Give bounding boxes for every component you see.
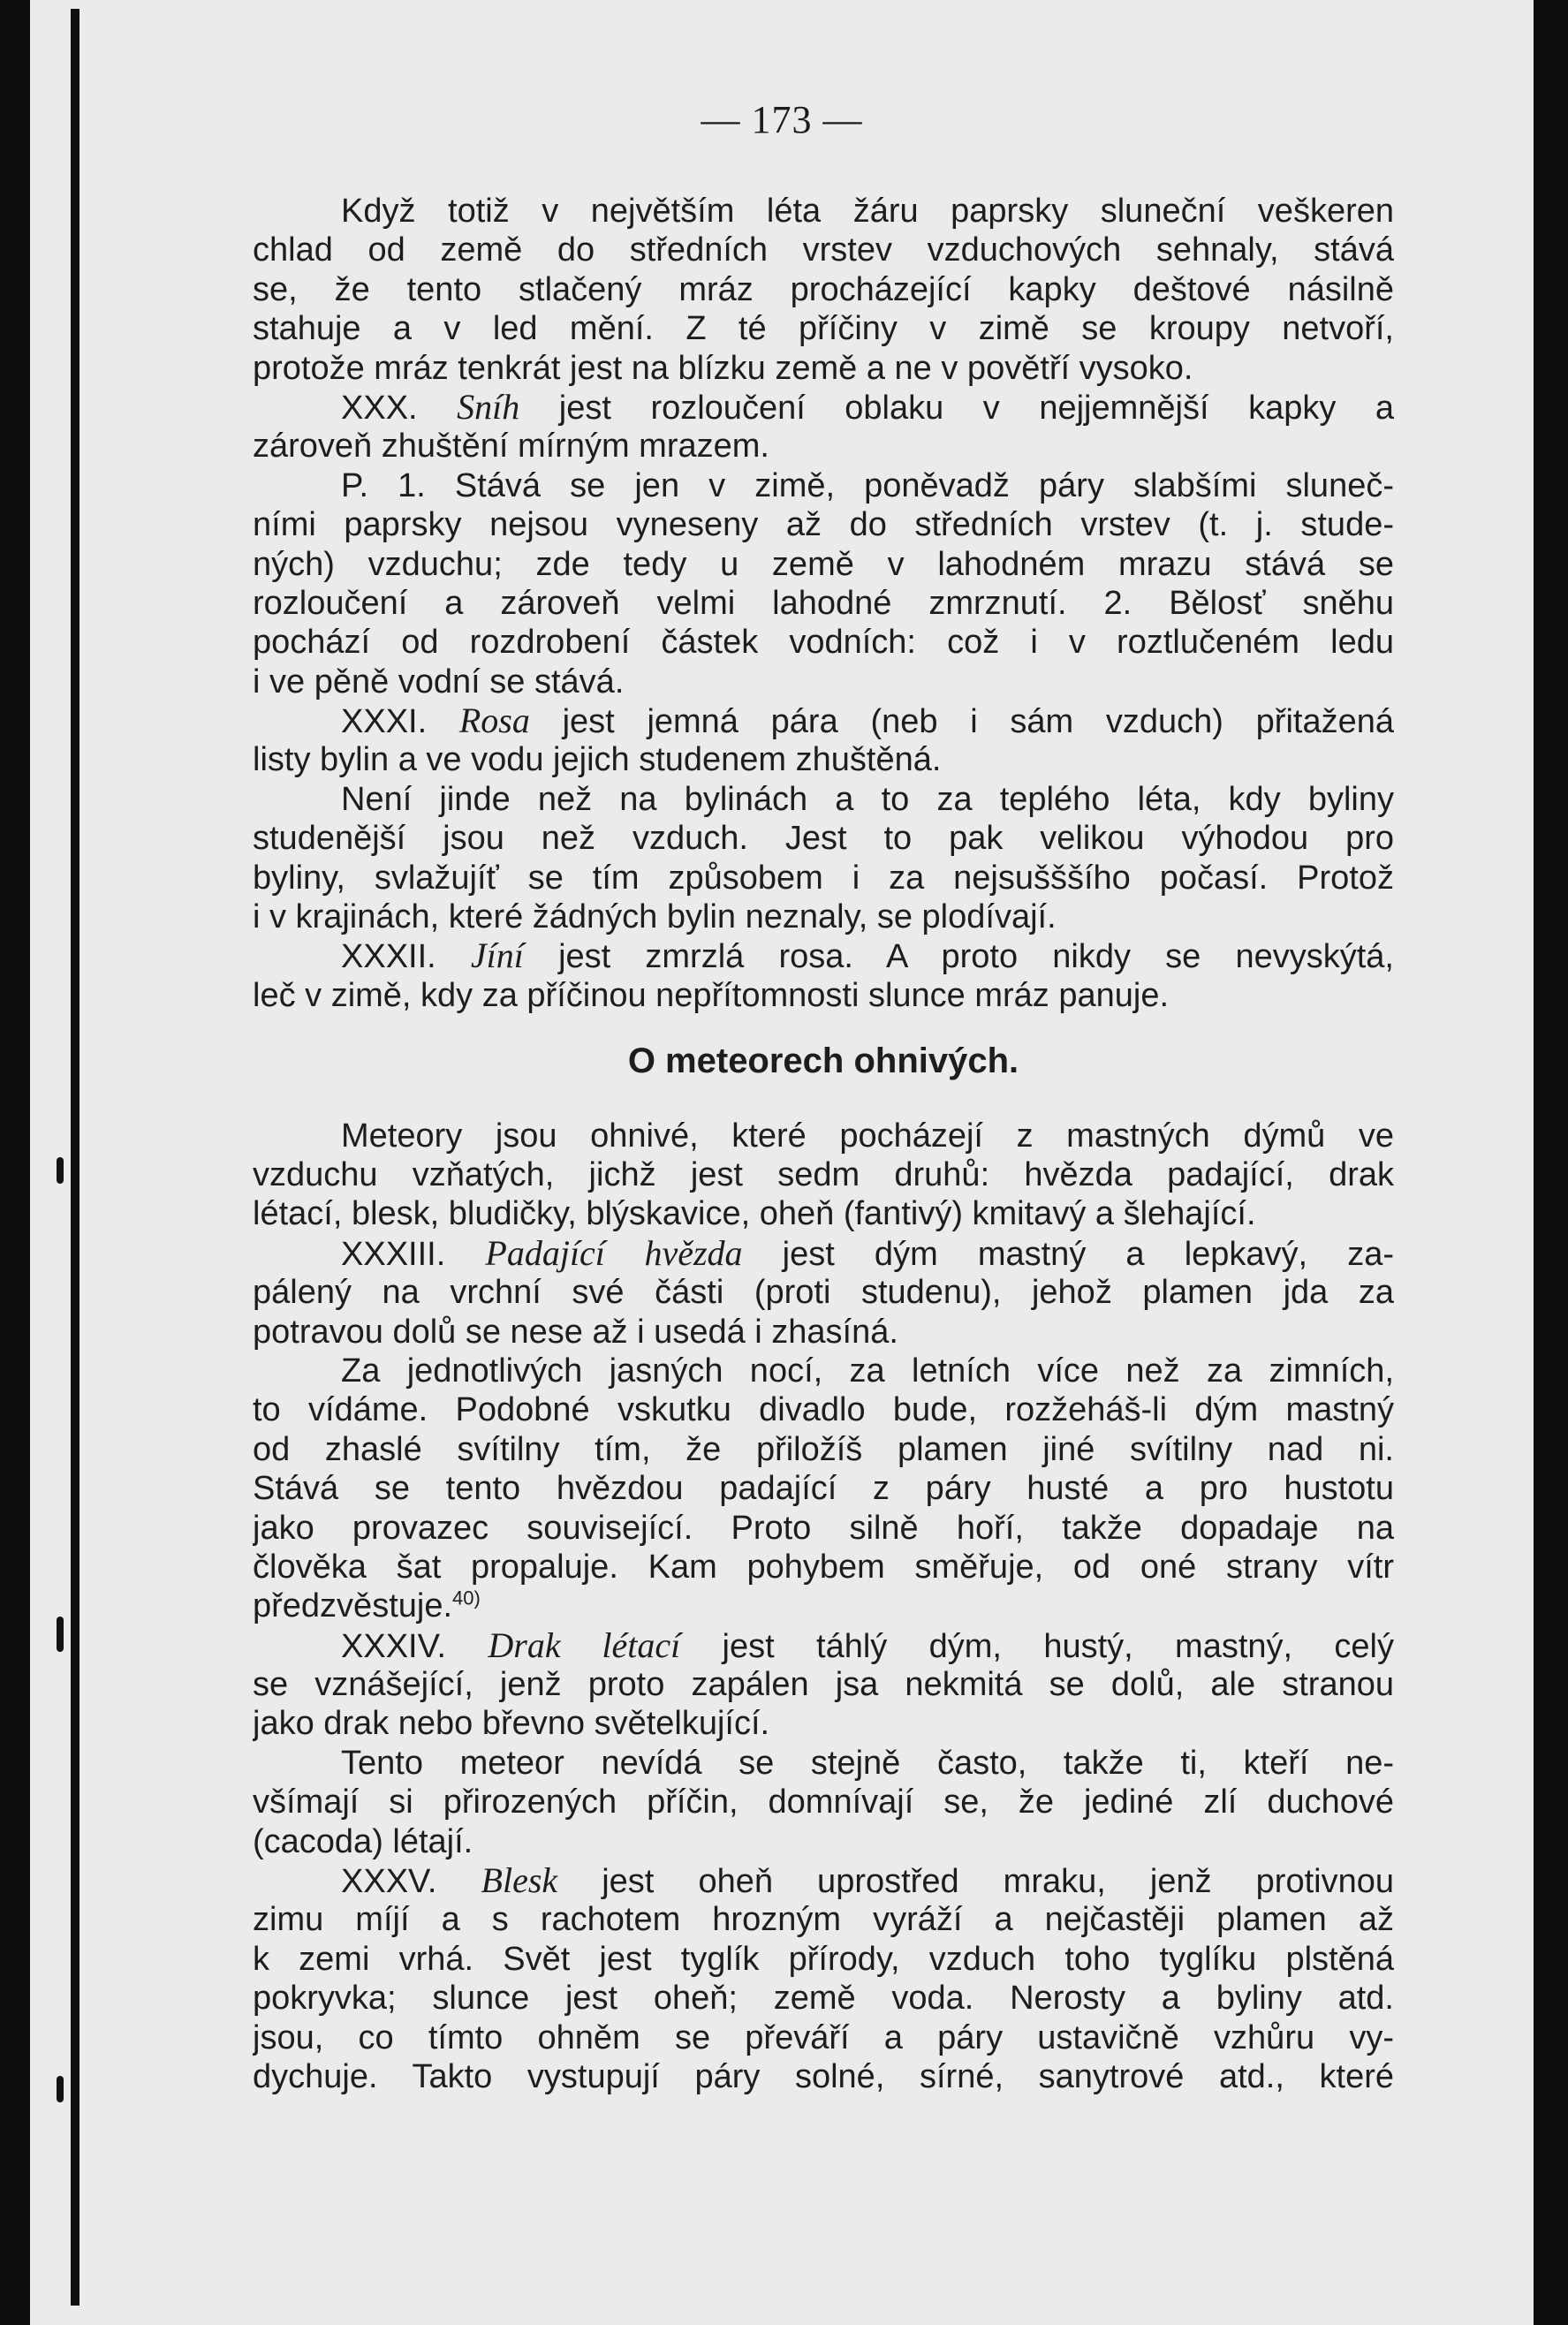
- text-line: [253, 388, 1394, 427]
- text-line: [253, 1626, 1394, 1665]
- line-text: potravou dolů se nese až i usedá i zhasíná.: [253, 1313, 898, 1351]
- text-line: [253, 505, 1394, 544]
- line-text: člověka šat propaluje. Kam pohybem směřuje, od oné strany vítr: [253, 1548, 1394, 1586]
- line-text: i v krajinách, které žádných bylin neznaly, se plodívají.: [253, 898, 1057, 936]
- text-line: [253, 1979, 1394, 2018]
- line-text: stahuje a v led mění. Z té příčiny v zimě se kroupy netvoří,: [253, 310, 1394, 348]
- line-text: ními paprsky nejsou vyneseny až do středních vrstev (t. j. stude-: [253, 506, 1394, 544]
- line-text: od zhaslé svítilny tím, že přiložíš plamen jiné svítilny nad ni.: [253, 1430, 1394, 1468]
- paragraph-number: XXXI.: [341, 703, 459, 741]
- paragraph-number: XXXII.: [341, 938, 471, 976]
- line-text: Tento meteor nevídá se stejně často, takže ti, kteří ne-: [341, 1744, 1394, 1782]
- text-line: [253, 2018, 1394, 2057]
- line-text: pálený na vrchní své části (proti studenu), jehož plamen jda za: [253, 1274, 1394, 1312]
- text-line: [253, 623, 1394, 662]
- ink-mark: [57, 1157, 64, 1184]
- term-italic: Sníh: [457, 387, 520, 427]
- text-line: [253, 976, 1394, 1015]
- paragraph-number: XXXIII.: [341, 1235, 486, 1273]
- term-italic: Padající hvězda: [485, 1233, 743, 1273]
- line-text: to vídáme. Podobné vskutku divadlo bude, rozžeháš-li dým mastný: [253, 1391, 1394, 1429]
- text-line: [253, 1469, 1394, 1508]
- line-text: i ve pěně vodní se stává.: [253, 663, 625, 701]
- text-line: [253, 740, 1394, 779]
- text-line: [253, 1273, 1394, 1312]
- text-line: [253, 859, 1394, 897]
- ink-mark: [57, 1617, 64, 1652]
- line-text: jako drak nebo břevno světelkující.: [253, 1705, 770, 1743]
- line-text: pochází od rozdrobení částek vodních: což i v roztlučeném ledu: [253, 624, 1394, 662]
- footnote-reference: 40): [452, 1587, 481, 1609]
- line-text: jest dým mastný a lepkavý, za-: [742, 1235, 1394, 1273]
- line-text: jest rozloučení oblaku v nejjemnější kapky a: [519, 389, 1394, 427]
- line-text: jsou, co tímto ohněm se převáří a páry ustavičně vzhůru vy-: [253, 2018, 1394, 2056]
- line-text: studenější jsou než vzduch. Jest to pak velikou výhodou pro: [253, 820, 1394, 858]
- text-line: [253, 1548, 1394, 1587]
- line-text: dychuje. Takto vystupují páry solné, sírné, sanytrové atd., které: [253, 2057, 1394, 2095]
- text-line: [253, 780, 1394, 819]
- line-text: pokryvka; slunce jest oheň; země voda. Nerosty a byliny atd.: [253, 1980, 1394, 2018]
- text-line: [253, 1509, 1394, 1548]
- text-line: [253, 897, 1394, 936]
- line-text: jako provazec související. Proto silně hoří, takže dopadaje na: [253, 1509, 1394, 1547]
- term-italic: Drak létací: [488, 1625, 681, 1665]
- line-text: leč v zimě, kdy za příčinou nepřítomnosti slunce mráz panuje.: [253, 976, 1170, 1014]
- text-line: [253, 701, 1394, 740]
- text-line: [253, 1234, 1394, 1273]
- text-line: [253, 231, 1394, 269]
- line-text: jest táhlý dým, hustý, mastný, celý: [680, 1627, 1394, 1665]
- line-text: jest zmrzlá rosa. A proto nikdy se nevyskýtá,: [523, 938, 1394, 976]
- line-text: Není jinde než na bylinách a to za teplého léta, kdy byliny: [341, 780, 1394, 818]
- text-line: [253, 1861, 1394, 1900]
- text-line: [253, 1352, 1394, 1390]
- text-line: [253, 819, 1394, 858]
- text-line: [253, 1194, 1394, 1233]
- line-text: zároveň zhuštění mírným mrazem.: [253, 428, 769, 466]
- line-text: O meteorech ohnivých.: [627, 1041, 1019, 1081]
- body-text: [253, 192, 1394, 2096]
- line-text: Stává se tento hvězdou padající z páry husté a pro hustotu: [253, 1470, 1394, 1508]
- line-text: předzvěstuje.: [253, 1587, 453, 1625]
- line-text: chlad od země do středních vrstev vzduchových sehnaly, stává: [253, 231, 1394, 269]
- line-text: k zemi vrhá. Svět jest tyglík přírody, vzduch toho tyglíku plstěná: [253, 1940, 1394, 1978]
- text-line: [253, 584, 1394, 623]
- text-line: [253, 349, 1394, 388]
- line-text: létací, blesk, bludičky, blýskavice, oheň (fantivý) kmitavý a šlehající.: [253, 1195, 1256, 1233]
- line-text: listy bylin a ve vodu jejich studenem zhuštěná.: [253, 741, 942, 779]
- line-text: byliny, svlažujíť se tím způsobem i za nejsušššího počasí. Protož: [253, 859, 1394, 897]
- line-text: všímají si přirozených příčin, domnívají se, že jediné zlí duchové: [253, 1784, 1394, 1821]
- text-line: [253, 1430, 1394, 1469]
- line-text: jest oheň uprostřed mraku, jenž protivnou: [557, 1863, 1394, 1901]
- line-text: se vznášející, jenž proto zapálen jsa nekmitá se dolů, ale stranou: [253, 1666, 1394, 1704]
- text-line: [253, 1313, 1394, 1352]
- text-line: [253, 1783, 1394, 1821]
- text-line: [253, 192, 1394, 231]
- text-line: [253, 1117, 1394, 1155]
- text-line: [253, 1744, 1394, 1783]
- page-number: — 173 —: [701, 98, 863, 141]
- text-line: [253, 1900, 1394, 1939]
- term-italic: Rosa: [458, 701, 530, 741]
- text-line: [253, 1665, 1394, 1704]
- text-line: [253, 1390, 1394, 1429]
- section-heading: [253, 1041, 1394, 1080]
- ink-mark: [57, 2076, 64, 2102]
- text-line: [253, 427, 1394, 466]
- text-line: [253, 466, 1394, 505]
- line-text: zimu míjí a s rachotem hrozným vyráží a nejčastěji plamen až: [253, 1901, 1394, 1939]
- text-line: [253, 1155, 1394, 1194]
- line-text: Meteory jsou ohnivé, které pocházejí z mastných dýmů ve: [341, 1117, 1394, 1155]
- text-line: [253, 1940, 1394, 1979]
- line-text: (cacoda) létají.: [253, 1822, 473, 1860]
- text-line: [253, 2057, 1394, 2096]
- line-text: Když totiž v největším léta žáru paprsky sluneční veškeren: [341, 193, 1394, 230]
- text-line: [253, 270, 1394, 309]
- paragraph-number: XXX.: [341, 389, 458, 427]
- term-italic: Blesk: [481, 1861, 558, 1901]
- line-text: se, že tento stlačený mráz procházející kapky deštové násilně: [253, 270, 1394, 308]
- line-text: ných) vzduchu; zde tedy u země v lahodném mrazu stává se: [253, 545, 1394, 583]
- term-italic: Jíní: [470, 936, 524, 976]
- text-line: [253, 1822, 1394, 1861]
- text-line: [253, 1704, 1394, 1743]
- line-text: vzduchu vzňatých, jichž jest sedm druhů: hvězda padající, drak: [253, 1155, 1394, 1193]
- book-page: [30, 0, 1534, 2325]
- text-line: [253, 936, 1394, 975]
- paragraph-number: XXXV.: [341, 1863, 481, 1901]
- line-text: P. 1. Stává se jen v zimě, poněvadž páry slabšími sluneč-: [341, 466, 1394, 504]
- line-text: jest jemná pára (neb i sám vzduch) přitažená: [529, 703, 1394, 741]
- text-line: [253, 663, 1394, 701]
- text-line: [253, 545, 1394, 584]
- line-text: rozloučení a zároveň velmi lahodné zmrznutí. 2. Bělosť sněhu: [253, 584, 1394, 622]
- paragraph-number: XXXIV.: [341, 1627, 489, 1665]
- line-text: protože mráz tenkrát jest na blízku země a ne v povětří vysoko.: [253, 349, 1193, 387]
- text-line: [253, 1587, 1394, 1625]
- line-text: Za jednotlivých jasných nocí, za letních více než za zimních,: [341, 1352, 1394, 1390]
- text-line: [253, 309, 1394, 348]
- binding-edge: [71, 9, 80, 2306]
